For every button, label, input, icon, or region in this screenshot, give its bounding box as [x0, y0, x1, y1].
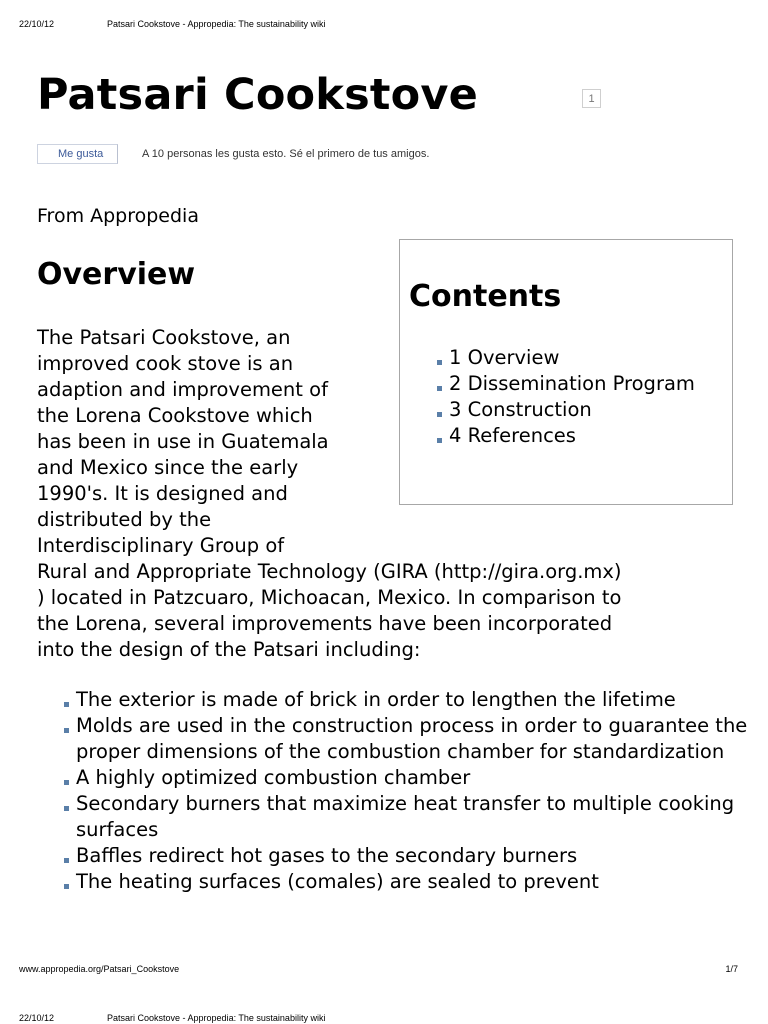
- list-item: Baffles redirect hot gases to the secondary burners: [63, 843, 753, 869]
- toc-item-construction[interactable]: 3 Construction: [436, 397, 726, 423]
- print-date: 22/10/12: [19, 1013, 55, 1023]
- site-sub-title: From Appropedia: [37, 205, 199, 227]
- like-count-box: 1: [582, 89, 601, 108]
- feature-list: [63, 687, 753, 895]
- print-date: 22/10/12: [19, 19, 55, 29]
- print-url: www.appropedia.org/Patsari_Cookstove: [19, 964, 180, 974]
- toc-item-references[interactable]: 4 References: [436, 423, 726, 449]
- print-page-number: 1/7: [725, 964, 738, 974]
- overview-paragraph: The Patsari Cookstove, an improved cook stove is an adaption and improvement of the Lorena Cookstove which has been in use in Guatemala and Mexico since the early 1990's. It is designed and distributed by the Interdisciplinary Group of Rural and Appropriate Technology (GIRA (http://gira.org.mx) ) located in Patzcuaro, Michoacan, Mexico. In comparison to the Lorena, several improvements have been incorporated into the design of the Patsari including:: [37, 326, 622, 661]
- print-page-title: Patsari Cookstove - Appropedia: The sustainability wiki: [107, 1013, 326, 1023]
- toc-item-overview[interactable]: 1 Overview: [436, 345, 726, 371]
- list-item: Molds are used in the construction process in order to guarantee the proper dimensions of the combustion chamber for standardization: [63, 713, 753, 765]
- overview-heading: Overview: [37, 257, 196, 292]
- like-social-text: A 10 personas les gusta esto. Sé el primero de tus amigos.: [142, 148, 430, 160]
- list-item: The exterior is made of brick in order to lengthen the lifetime: [63, 687, 753, 713]
- toc-heading: Contents: [409, 279, 562, 314]
- list-item: Secondary burners that maximize heat transfer to multiple cooking surfaces: [63, 791, 753, 843]
- print-footer: [0, 964, 768, 978]
- print-header: [0, 19, 768, 33]
- print-page-title: Patsari Cookstove - Appropedia: The sustainability wiki: [107, 19, 326, 29]
- toc-item-dissemination[interactable]: 2 Dissemination Program: [436, 371, 726, 397]
- list-item: A highly optimized combustion chamber: [63, 765, 753, 791]
- next-page-header: [0, 1013, 768, 1024]
- page-title: Patsari Cookstove: [37, 70, 478, 120]
- list-item: The heating surfaces (comales) are sealed to prevent: [63, 869, 753, 895]
- like-button[interactable]: Me gusta: [37, 144, 118, 164]
